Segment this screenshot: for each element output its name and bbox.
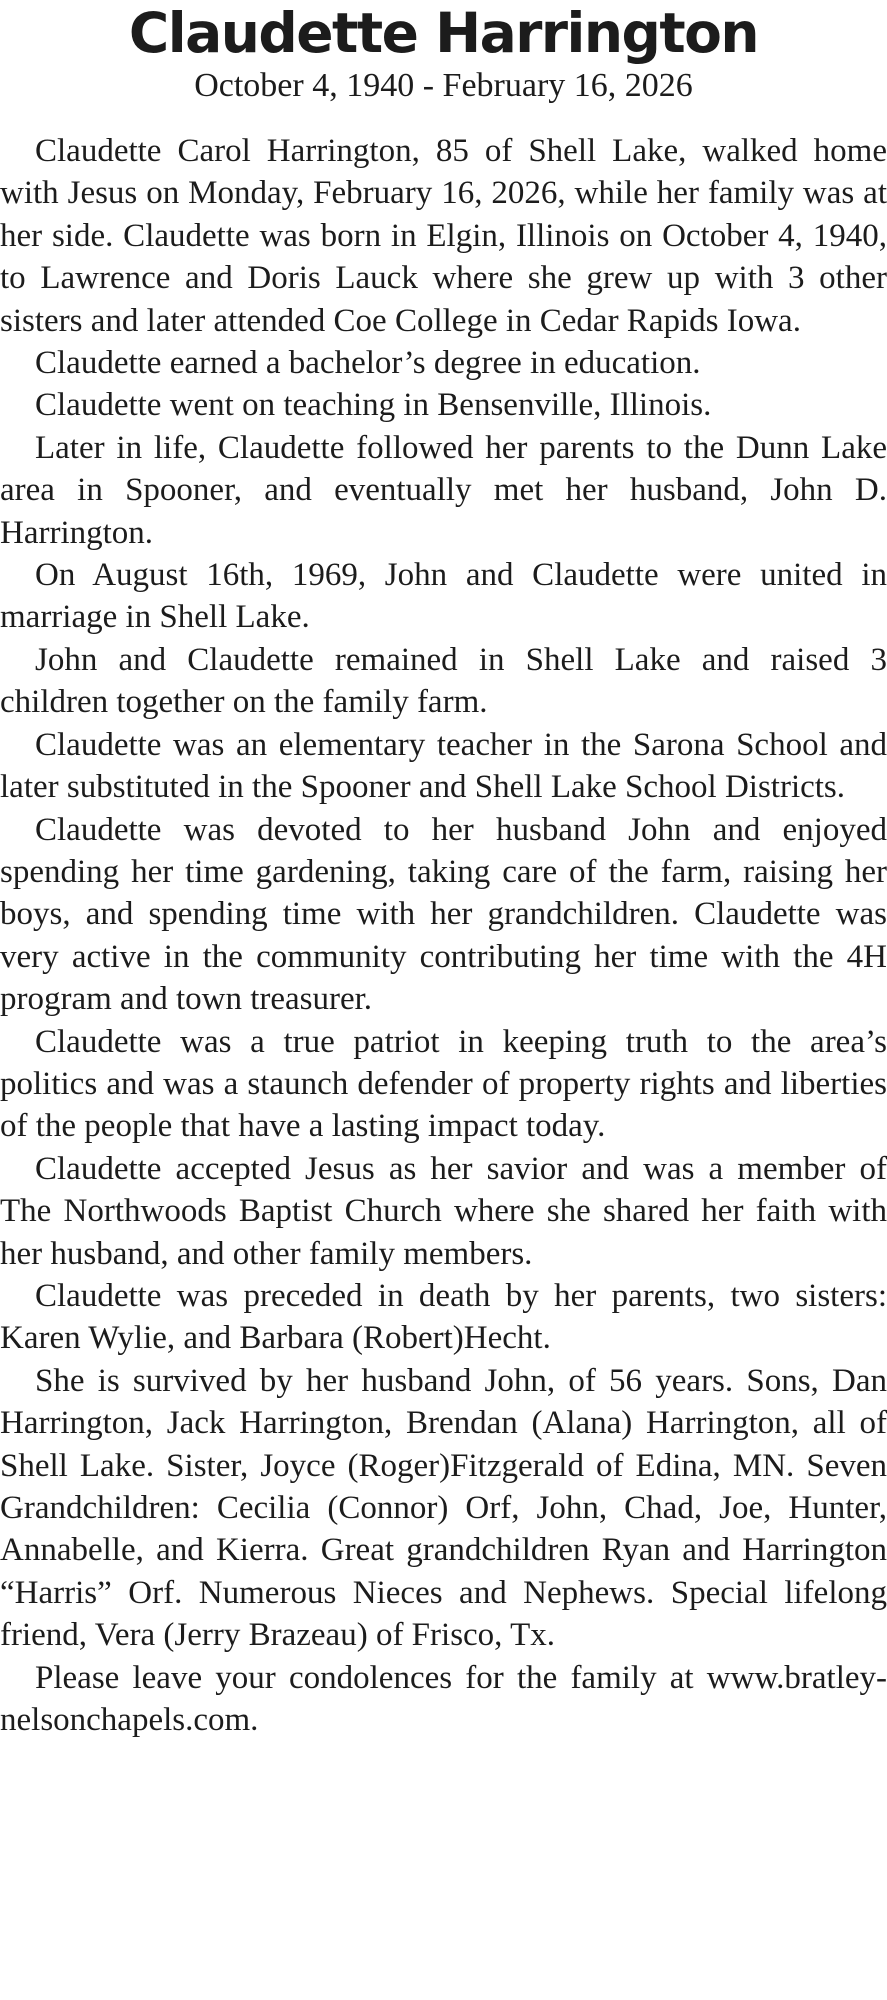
paragraph-survived: She is survived by her husband John, of 56 years. Sons, Dan Harrington, Jack Harrington, Brendan (Alana) Harrington, all of Shell Lake. Sister, Joyce (Roger)Fitzgerald of Edina, MN. Seven Grandchildren: Cecilia (Connor) Orf, John, Chad, Joe, Hunter, Annabelle, and Kierra. Great grandchildren Ryan and Harrington “Harris” Orf. Numerous Nieces and Nephews. Special lifelong friend, Vera (Jerry Brazeau) of Frisco, Tx. bbox=[0, 1362, 887, 1654]
paragraph-patriot: Claudette was a true patriot in keeping truth to the area’s politics and was a staunch defender of property rights and liberties of the people that have a lasting impact today. bbox=[0, 1023, 887, 1145]
obituary-name-heading: Claudette Harrington bbox=[128, 1, 759, 65]
paragraph-faith: Claudette accepted Jesus as her savior and was a member of The Northwoods Baptist Church where she shared her faith with her husband, and other family members. bbox=[0, 1150, 887, 1272]
paragraph-family-farm: John and Claudette remained in Shell Lake and raised 3 children together on the family farm. bbox=[0, 641, 887, 721]
paragraph-met-husband: Later in life, Claudette followed her parents to the Dunn Lake area in Spooner, and eventually met her husband, John D. Harrington. bbox=[0, 429, 887, 551]
paragraph-career: Claudette was an elementary teacher in the Sarona School and later substituted in the Spooner and Shell Lake School Districts. bbox=[0, 726, 887, 806]
obituary-body bbox=[0, 130, 887, 1741]
paragraph-devotion: Claudette was devoted to her husband John and enjoyed spending her time gardening, taking care of the farm, raising her boys, and spending time with her grandchildren. Claudette was very active in the community contributing her time with the 4H program and town treasurer. bbox=[0, 811, 887, 1018]
paragraph-intro: Claudette Carol Harrington, 85 of Shell Lake, walked home with Jesus on Monday, February 16, 2026, while her family was at her side. Claudette was born in Elgin, Illinois on October 4, 1940, to Lawrence and Doris Lauck where she grew up with 3 other sisters and later attended Coe College in Cedar Rapids Iowa. bbox=[0, 133, 887, 339]
obituary-dates: October 4, 1940 - February 16, 2026 bbox=[194, 67, 693, 104]
paragraph-teaching: Claudette went on teaching in Bensenville, Illinois. bbox=[35, 387, 712, 424]
paragraph-preceded: Claudette was preceded in death by her parents, two sisters: Karen Wylie, and Barbara (Robert)Hecht. bbox=[0, 1277, 887, 1357]
paragraph-marriage: On August 16th, 1969, John and Claudette were united in marriage in Shell Lake. bbox=[0, 557, 887, 636]
paragraph-education: Claudette earned a bachelor’s degree in education. bbox=[35, 345, 701, 382]
paragraph-condolences: Please leave your condolences for the family at www.bratley-nelsonchapels.com. bbox=[0, 1659, 887, 1739]
